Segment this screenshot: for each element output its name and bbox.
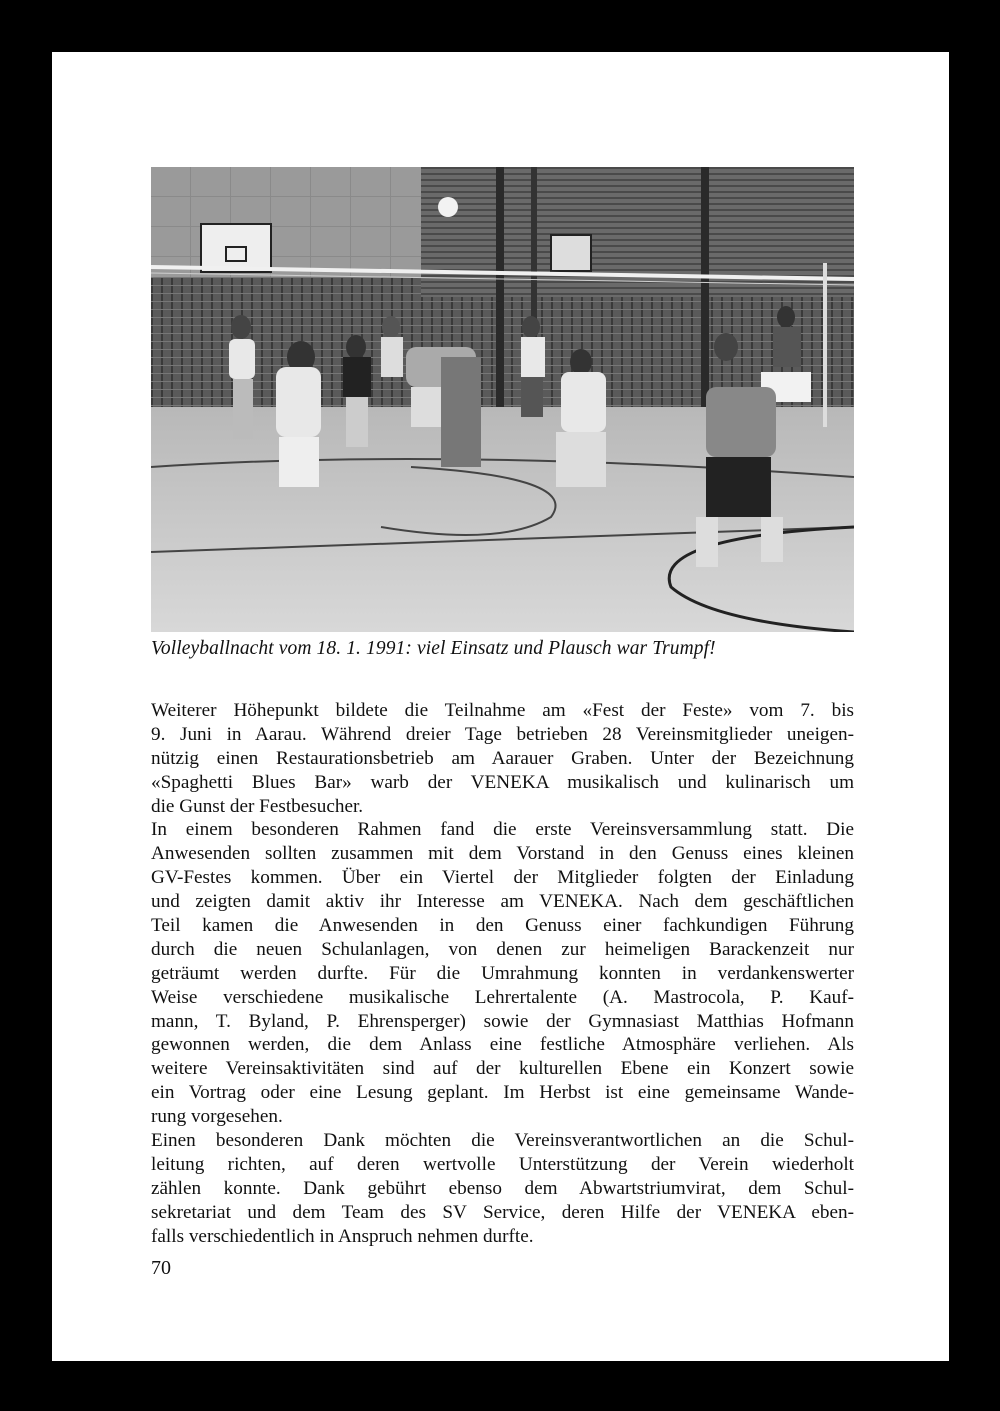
- text-line: rung vorgesehen.: [151, 1106, 283, 1128]
- text-line: leitung richten, auf deren wertvolle Unterstützung der Verein wiederholt: [151, 1153, 854, 1175]
- text-line: gewonnen werden, die dem Anlass eine festliche Atmosphäre verliehen. Als: [151, 1034, 854, 1056]
- text-line: mann, T. Byland, P. Ehrensperger) sowie der Gymnasiast Matthias Hofmann: [151, 1010, 854, 1032]
- text-line: Einen besonderen Dank möchten die Vereinsverantwortlichen an die Schul-: [151, 1130, 854, 1152]
- text-line: und zeigten damit aktiv ihr Interesse am VENEKA. Nach dem geschäftlichen: [151, 891, 854, 913]
- text-line: Teil kamen die Anwesenden in den Genuss einer fachkundigen Führung: [151, 915, 854, 937]
- text-line: geträumt werden durfte. Für die Umrahmung konnten in verdankenswerter: [151, 962, 854, 984]
- text-line: sekretariat und dem Team des SV Service, deren Hilfe der VENEKA eben-: [151, 1201, 854, 1223]
- text-line: 9. Juni in Aarau. Während dreier Tage betrieben 28 Vereinsmitglieder uneigen-: [151, 723, 854, 745]
- text-line: GV-Festes kommen. Über ein Viertel der Mitglieder folgten der Einladung: [151, 867, 854, 889]
- book-page: [52, 52, 949, 1361]
- text-line: Weise verschiedene musikalische Lehrertalente (A. Mastrocola, P. Kauf-: [151, 986, 854, 1008]
- page-number: 70: [151, 1257, 171, 1279]
- text-line: durch die neuen Schulanlagen, von denen zur heimeligen Barackenzeit nur: [151, 938, 854, 960]
- text-line: nützig einen Restaurationsbetrieb am Aarauer Graben. Unter der Bezeichnung: [151, 747, 854, 769]
- text-line: zählen konnte. Dank gebührt ebenso dem Abwartstriumvirat, dem Schul-: [151, 1177, 854, 1199]
- text-line: Anwesenden sollten zusammen mit dem Vorstand in den Genuss eines kleinen: [151, 843, 854, 865]
- text-line: ein Vortrag oder eine Lesung geplant. Im Herbst ist eine gemeinsame Wande-: [151, 1082, 854, 1104]
- photo-caption: Volleyballnacht vom 18. 1. 1991: viel Einsatz und Plausch war Trumpf!: [151, 638, 716, 659]
- text-line: In einem besonderen Rahmen fand die erste Vereinsversammlung statt. Die: [151, 819, 854, 841]
- body-text: [151, 699, 854, 1248]
- text-line: «Spaghetti Blues Bar» warb der VENEKA musikalisch und kulinarisch um: [151, 771, 854, 793]
- text-line: weitere Vereinsaktivitäten sind auf der kulturellen Ebene ein Konzert sowie: [151, 1058, 854, 1080]
- volleyball-photo: [151, 167, 854, 632]
- text-line: die Gunst der Festbesucher.: [151, 795, 364, 817]
- text-line: falls verschiedentlich in Anspruch nehmen durfte.: [151, 1225, 534, 1247]
- text-line: Weiterer Höhepunkt bildete die Teilnahme am «Fest der Feste» vom 7. bis: [151, 700, 854, 721]
